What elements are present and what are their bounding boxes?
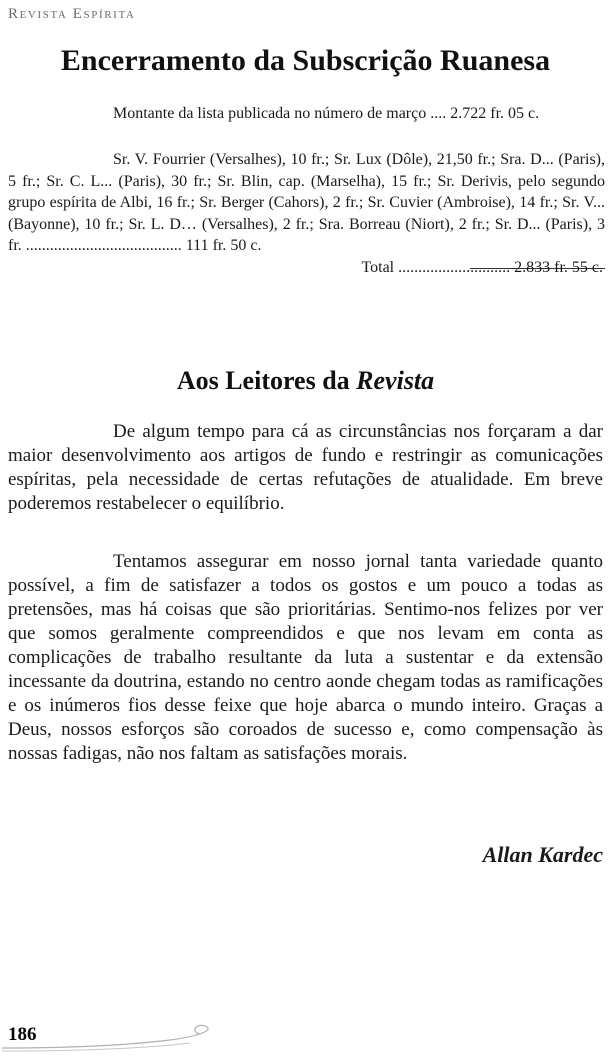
page-number: 186 (8, 1024, 37, 1045)
section-title-subscription: Encerramento da Subscrição Ruanesa (60, 44, 551, 77)
section-title-readers (0, 366, 611, 396)
page-ornament-icon (0, 1018, 260, 1054)
total-line: Total ............................ 2.833 fr. 55 c. (361, 259, 603, 276)
paragraph-1: De algum tempo para cá as circunstâncias nos forçaram a dar maior desenvolvimento aos artigos de fundo e restringir as comunicações espíritas, pela necessidade de certas refutações de atualidade. Em breve poderemos restabelecer o equilíbrio. (8, 421, 603, 514)
running-head: Revista Espírita (8, 6, 136, 22)
title-italic: Revista (356, 366, 435, 395)
signature: Allan Kardec (482, 842, 603, 867)
paragraph-2: Tentamos assegurar em nosso jornal tanta variedade quanto possível, a fim de satisfazer a todos os gostos e um pouco a todas as pretensões, mas há coisas que são prioritárias. Sentimo-nos felizes por ver que somos geralmente compreendidos e que nos levam em conta as complicações de trabalho resultante da luta a sustentar e da extensão incessante da doutrina, estando no centro aonde chegam todas as ramificações e os inúmeros fios desse feixe que hoje abarca o mundo inteiro. Graças a Deus, nossos esforços são coroados de sucesso e, como compensação às nossas fadigas, não nos faltam as satisfações morais. (8, 551, 603, 764)
donor-list: Sr. V. Fourrier (Versalhes), 10 fr.; Sr. Lux (Dôle), 21,50 fr.; Sra. D... (Paris), 5 fr.; Sr. C. L... (Paris), 30 fr.; Sr. Blin, cap. (Marselha), 15 fr.; Sr. Derivis, pelo segundo grupo espírita de Albi, 16 fr.; Sr. Berger (Cahors), 2 fr.; Sr. Cuvier (Ambroise), 14 fr.; Sr. V... (Bayonne), 10 fr.; Sr. L. D… (Versalhes), 2 fr.; Sra. Borreau (Niort), 2 fr.; Sr. D... (Paris), 3 fr. ....................................... 111 fr. 50 c. (8, 151, 605, 254)
title-prefix: Aos Leitores da (176, 366, 357, 395)
amount-line: Montante da lista publicada no número de março .... 2.722 fr. 05 c. (113, 105, 540, 122)
